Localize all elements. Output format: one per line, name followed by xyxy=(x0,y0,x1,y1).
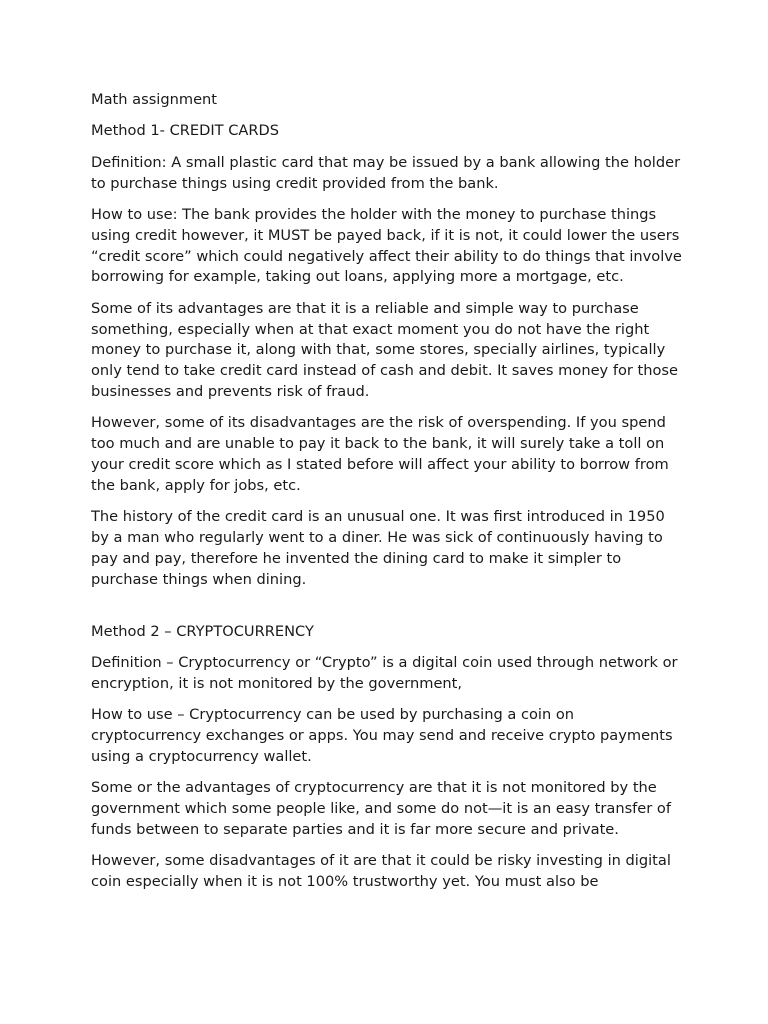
section-heading-cryptocurrency: Method 2 – CRYPTOCURRENCY xyxy=(91,622,314,640)
document-body xyxy=(91,90,683,903)
paragraph-credit-how-to-use: How to use: The bank provides the holder with the money to purchase things using credit however, it MUST be payed back, if it is not, it could lower the users “credit score” which could negatively affect their ability to do things that involve borrowing for example, taking out loans, applying more a mortgage, etc. xyxy=(91,205,682,286)
document-title: Math assignment xyxy=(91,91,218,108)
paragraph-crypto-advantages: Some or the advantages of cryptocurrency are that it is not monitored by the government which some people like, and some do not—it is an easy transfer of funds between to separate parties and it is far more secure and private. xyxy=(91,779,671,838)
paragraph-crypto-how-to-use: How to use – Cryptocurrency can be used by purchasing a coin on cryptocurrency exchanges or apps. You may send and receive crypto payments using a cryptocurrency wallet. xyxy=(91,706,673,765)
paragraph-credit-disadvantages: However, some of its disadvantages are the risk of overspending. If you spend too much and are unable to pay it back to the bank, it will surely take a toll on your credit score which as I stated before will affect your ability to borrow from the bank, apply for jobs, etc. xyxy=(91,414,669,494)
paragraph-credit-history: The history of the credit card is an unusual one. It was first introduced in 1950 by a man who regularly went to a diner. He was sick of continuously having to pay and pay, therefore he invented the dining card to make it simpler to purchase things when dining. xyxy=(91,508,665,588)
paragraph-credit-definition: Definition: A small plastic card that may be issued by a bank allowing the holder to purchase things using credit provided from the bank. xyxy=(91,153,681,192)
paragraph-crypto-disadvantages: However, some disadvantages of it are that it could be risky investing in digital coin especially when it is not 100% trustworthy yet. You must also be xyxy=(91,852,671,891)
section-heading-credit-cards: Method 1- CREDIT CARDS xyxy=(91,122,280,140)
blank-line xyxy=(91,601,683,622)
paragraph-credit-advantages: Some of its advantages are that it is a reliable and simple way to purchase something, especially when at that exact moment you do not have the right money to purchase it, along with that, some stores, specially airlines, typically only tend to take credit card instead of cash and debit. It saves money for those businesses and prevents risk of fraud. xyxy=(91,299,679,400)
paragraph-crypto-definition: Definition – Cryptocurrency or “Crypto” is a digital coin used through network or encryption, it is not monitored by the government, xyxy=(91,654,678,692)
